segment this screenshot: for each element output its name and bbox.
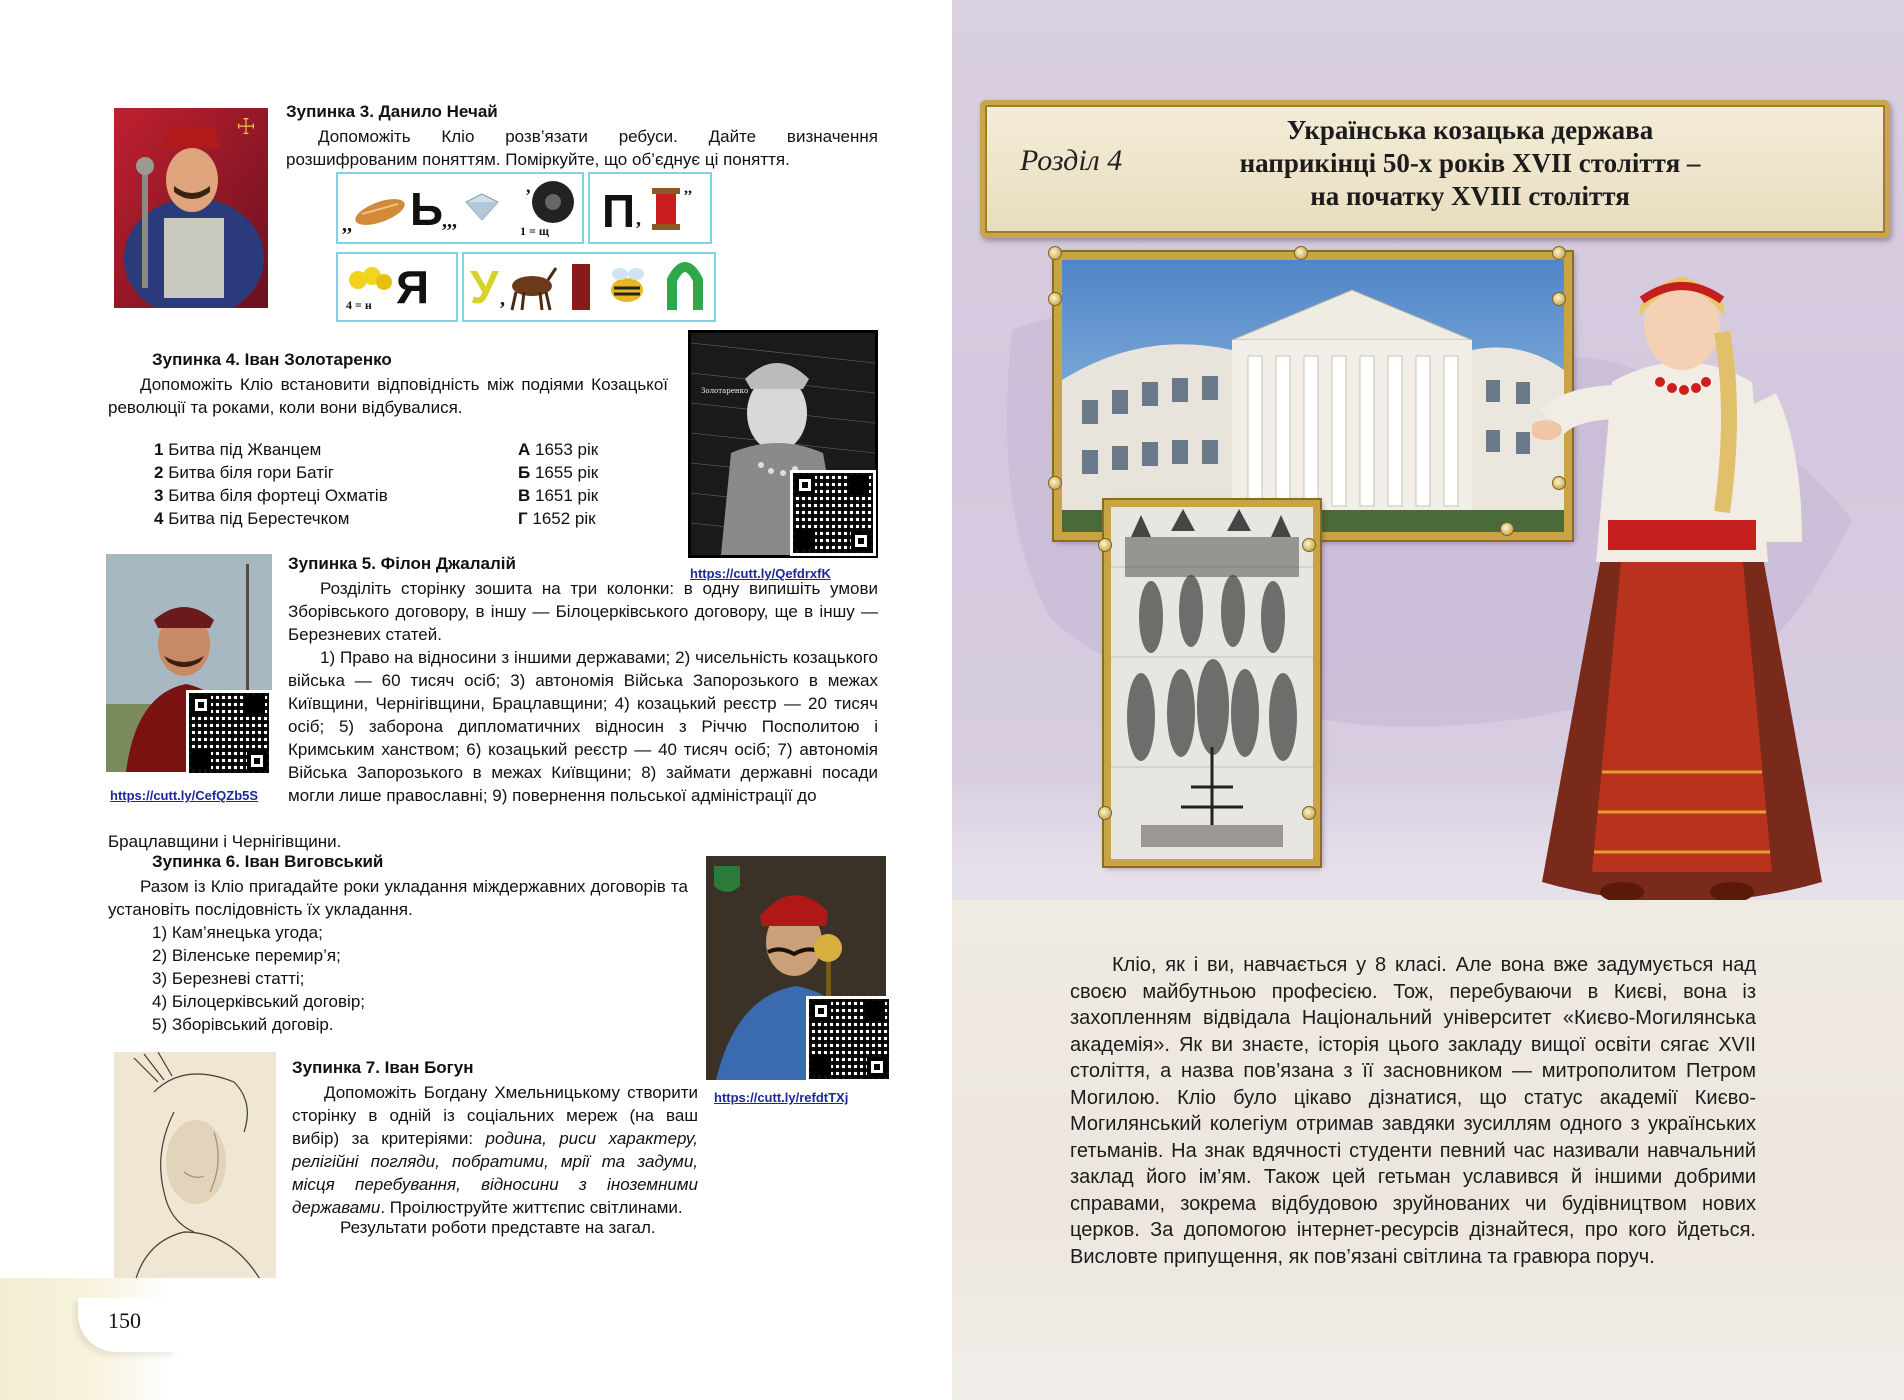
link-stop5[interactable]: https://cutt.ly/CefQZb5S bbox=[110, 788, 259, 803]
list-item: 5) Зборівський договір. bbox=[152, 1015, 334, 1034]
svg-text:Золотаренко: Золотаренко bbox=[701, 387, 749, 395]
photo-kyiv-mohyla-academy-frame bbox=[1054, 252, 1572, 540]
rebus-3: 4 = н Я bbox=[336, 252, 458, 322]
rebus-4: У , bbox=[462, 252, 716, 322]
list-item: 2) Віленське перемир’я; bbox=[152, 946, 341, 965]
engraving-frame bbox=[1104, 500, 1320, 866]
klio-paragraph: Кліо, як і ви, навчається у 8 класі. Але вона вже задумується над своєю майбутньою професією. Тож, перебуваючи в Києві, вона із захопленням відвідала Національний університет «Києво-Могилянська академія». Як ви знаєте, історія цього закладу вищої освіти сягає XVII століття, а назва пов’язана з її засновником — митрополитом Петром Могилою. Кліо було цікаво дізнатися, що статус академії Києво-Могилянський колегіум отримав завдяки зусиллям одного з українських гетьманів. На знак вдячності студенти певний час називали навчальний заклад його ім’ям. Також цей гетьман уславився й іншими добрими справами, зокрема відбудовою зруйнованих чи будівництвом нових церков. За допомогою інтернет-ресурсів дізнайтеся, про кого йдеться. Висловте припущення, як пов’язані світлина та гравюра поруч. bbox=[1070, 954, 1756, 1268]
list-item: 1) Кам’янецька угода; bbox=[152, 923, 323, 942]
right-page bbox=[952, 0, 1904, 1400]
stop6-title: Зупинка 6. Іван Виговський bbox=[152, 852, 384, 871]
stop6-text: Разом із Кліо пригадайте роки укладання міждержавних договорів та установіть послідовність їх укладання. bbox=[108, 877, 688, 919]
event-row: 3 Битва біля фортеці Охматів bbox=[154, 486, 388, 505]
portrait-danylo-nechai bbox=[114, 108, 268, 308]
rebus-2: П , ,, bbox=[588, 172, 712, 244]
klio-girl-illustration bbox=[1532, 252, 1832, 912]
event-row: 1 Битва під Жванцем bbox=[154, 440, 322, 459]
page-number: 150 bbox=[108, 1308, 141, 1333]
stop5-title: Зупинка 5. Філон Джалалій bbox=[288, 554, 516, 573]
stop7-text: Допоможіть Богдану Хмельницькому створити сторінку в одній із соціальних мереж (на ваш вибір) за критеріями: родина, риси характеру, релігійні погляди, побратими, мрії та задуми, місця перебування, відносини з іноземними державами. Проілюструйте життєпис світлинами. bbox=[292, 1083, 699, 1217]
stop4-title: Зупинка 4. Іван Золотаренко bbox=[152, 350, 392, 369]
stop7-title: Зупинка 7. Іван Богун bbox=[292, 1058, 474, 1077]
rebus-1: ,, Ь ,,, , 1 = щ bbox=[336, 172, 584, 244]
rebus-4-letter: У bbox=[470, 261, 499, 313]
qr-code-stop5[interactable] bbox=[186, 690, 272, 776]
stop5-text1: Розділіть сторінку зошита на три колонки: в одну випишіть умови Зборівського договору, в іншу — Білоцерківського договору, ще в іншу — Березневих статей. bbox=[288, 579, 878, 644]
link-stop4[interactable]: https://cutt.ly/QefdrxfK bbox=[690, 566, 831, 581]
year-row: Б 1655 рік bbox=[518, 463, 599, 482]
section-title: Українська козацька держава наприкінці 50-х років XVII століття – на початку XVIII століття bbox=[1239, 115, 1701, 211]
svg-text:☩: ☩ bbox=[236, 115, 256, 140]
stop4-text: Допоможіть Кліо встановити відповідність між подіями Козацької революції та роками, коли вони відбувалися. bbox=[108, 375, 668, 417]
stop6-list bbox=[152, 921, 365, 1036]
rebus-3-letter: Я bbox=[396, 261, 430, 313]
section-label: Розділ 4 bbox=[1020, 144, 1123, 177]
list-item: 4) Білоцерківський договір; bbox=[152, 992, 365, 1011]
stop5-text2: 1) Право на відносини з іншими державами; 2) чисельність козацького війська — 60 тисяч осіб; 3) автономія Війська Запорозького в межах Київщини, Чернігівщини, Брацлавщини; 4) козацький реєстр — 20 тисяч осіб; 5) заборона дипломатичних відносин з Річчю Посполитою і Кримським ханством; 6) козацький реєстр — 40 тисяч осіб; 7) автономія Війська Запорозького в межах Київщини; 8) займати державні посади могли лише православні; 9) повернення польської адміністрації до bbox=[288, 648, 878, 805]
section-banner bbox=[980, 100, 1880, 228]
link-stop6[interactable]: https://cutt.ly/refdtTXj bbox=[714, 1090, 849, 1105]
events-list bbox=[154, 438, 388, 530]
years-list bbox=[518, 438, 598, 530]
stop7-text-c: Результати роботи представте на загал. bbox=[340, 1218, 656, 1237]
rebus-1-letter: Ь bbox=[410, 183, 444, 235]
qr-code-stop4[interactable] bbox=[790, 470, 876, 556]
stop3-title: Зупинка 3. Данило Нечай bbox=[286, 102, 498, 121]
year-row: В 1651 рік bbox=[518, 486, 599, 505]
portrait-ivan-bohun bbox=[114, 1052, 276, 1286]
qr-code-stop6[interactable] bbox=[806, 996, 892, 1082]
stop3-text: Допоможіть Кліо розв’язати ребуси. Дайте визначення розшифрованим поняттям. Поміркуйте, що об’єднує ці поняття. bbox=[286, 127, 878, 169]
year-row: А 1653 рік bbox=[518, 440, 599, 459]
list-item: 3) Березневі статті; bbox=[152, 969, 305, 988]
stop5-text3: Брацлавщини і Чернігівщини. bbox=[108, 832, 342, 851]
event-row: 2 Битва біля гори Батіг bbox=[154, 463, 334, 482]
rebus-2-letter: П bbox=[602, 185, 636, 237]
year-row: Г 1652 рік bbox=[518, 509, 596, 528]
event-row: 4 Битва під Берестечком bbox=[154, 509, 350, 528]
